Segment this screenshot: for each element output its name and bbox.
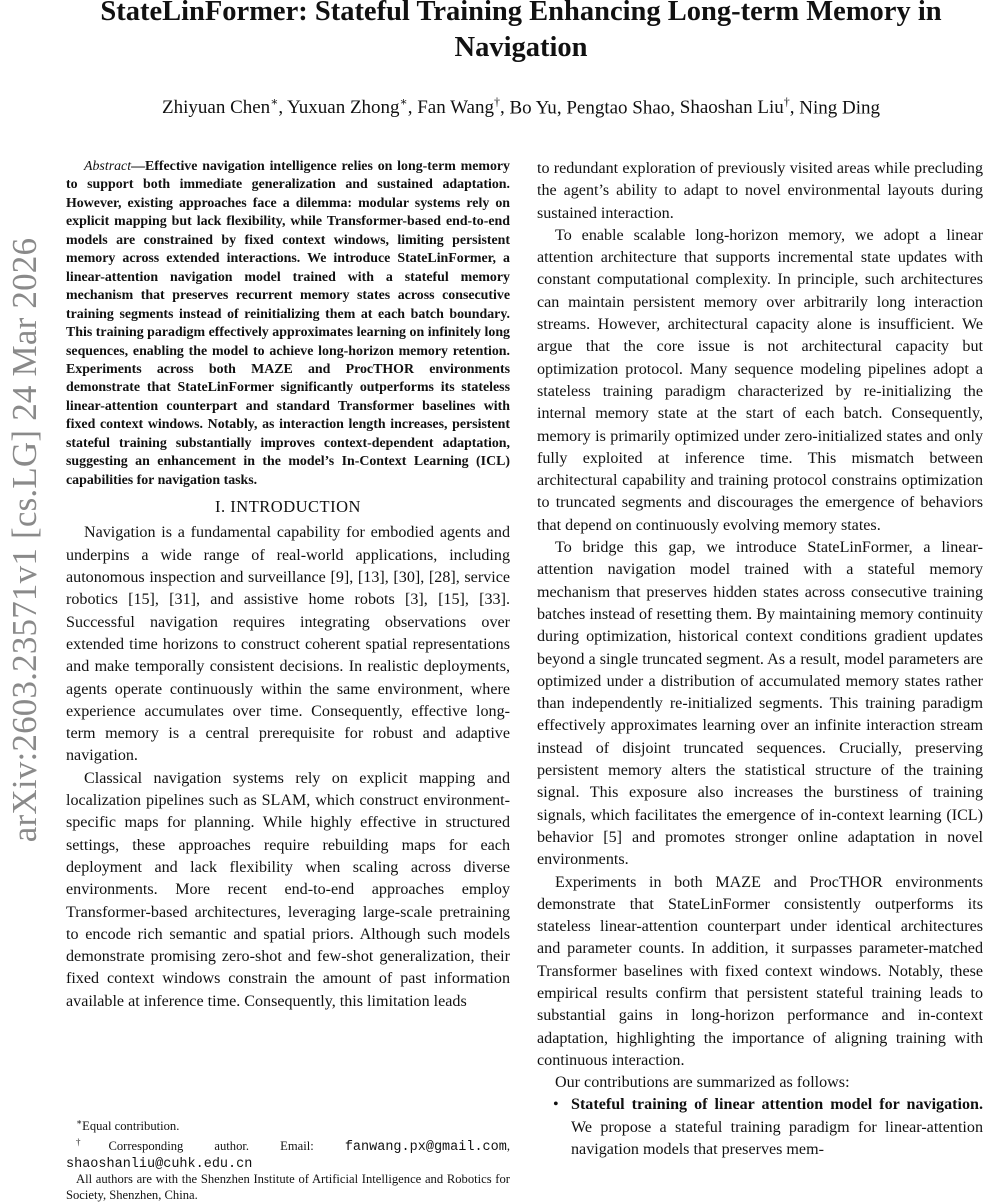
author: Fan Wang†, <box>417 95 510 119</box>
right-column <box>537 158 983 1161</box>
abstract-label: Abstract <box>84 159 132 174</box>
left-column <box>66 158 510 1013</box>
footnote-affiliation: All authors are with the Shenzhen Institute of Artificial Intelligence and Robotics for Society, Shenzhen, China. <box>66 1172 510 1202</box>
abstract: Abstract—Effective navigation intelligence relies on long-term memory to support both immediate generalization and sustained adaptation. However, existing approaches face a dilemma: modular systems rely on explicit mapping but lack flexibility, while Transformer-based end-to-end models are constrained by fixed context windows, limiting persistent memory across extended interactions. We introduce StateLinFormer, a linear-attention navigation model trained with a stateful memory mechanism that preserves recurrent memory states across consecutive training segments instead of reinitializing them at each batch boundary. This training paradigm effectively approximates learning on infinitely long sequences, enabling the model to achieve long-horizon memory retention. Experiments across both MAZE and ProcTHOR environments demonstrate that StateLinFormer significantly outperforms its stateless linear-attention counterpart and standard Transformer baselines with fixed context windows. Notably, as interaction length increases, persistent stateful training substantially improves context-dependent adaptation, suggesting an enhancement in the model’s In-Context Learning (ICL) capabilities for navigation tasks. <box>66 159 510 488</box>
contribution-list <box>537 1094 983 1161</box>
email-link[interactable]: shaoshanliu@cuhk.edu.cn <box>66 1156 253 1172</box>
author: Bo Yu, <box>509 97 567 119</box>
body-paragraph: To enable scalable long-horizon memory, we adopt a linear attention architecture that supports incremental state updates with constant computational complexity. In principle, such architectures can maintain persistent memory over arbitrarily long interaction streams. However, architectural capacity alone is insufficient. We argue that the core issue is not architectural capacity but optimization protocol. Many sequence modeling pipelines adopt a stateless training paradigm characterized by re-initializing the internal memory state at the start of each batch. Consequently, memory is primarily optimized under zero-initialized states and only fully exploited at inference time. This mismatch between architectural capability and training protocol constrains optimization to truncated segments and discourages the emergence of behaviors that depend on continuously evolving memory states. <box>537 226 983 534</box>
intro-paragraph: Classical navigation systems rely on explicit mapping and localization pipelines such as SLAM, which construct environment-specific maps for planning. While highly effective in structured settings, these approaches require rebuilding maps for each deployment and lack flexibility when scaling across diverse environments. More recent end-to-end approaches employ Transformer-based architectures, leveraging large-scale pretraining to encode rich semantic and spatial priors. Although such models demonstrate promising zero-shot and few-shot generalization, their fixed context windows constrain the amount of past information available at inference time. Consequently, this limitation leads <box>66 769 510 1010</box>
author: Yuxuan Zhong∗, <box>287 95 418 119</box>
footnotes <box>66 1115 510 1203</box>
abstract-text: Effective navigation intelligence relies on long-term memory to support both immediate generalization and sustained adaptation. However, existing approaches face a dilemma: modular systems rely on explicit mapping but lack flexibility, while Transformer-based end-to-end models are constrained by fixed context windows, limiting persistent memory across extended interactions. We introduce StateLinFormer, a linear-attention navigation model trained with a stateful memory mechanism that preserves recurrent memory states across consecutive training segments instead of reinitializing them at each batch boundary. This training paradigm effectively approximates learning on infinitely long sequences, enabling the model to achieve long-horizon memory retention. Experiments across both MAZE and ProcTHOR environments demonstrate that StateLinFormer significantly outperforms its stateless linear-attention counterpart and standard Transformer baselines with fixed context windows. Notably, as interaction length increases, persistent stateful training substantially improves context-dependent adaptation, suggesting an enhancement in the model’s In-Context Learning (ICL) capabilities for navigation tasks. <box>66 159 510 488</box>
author-list <box>60 95 982 119</box>
continued-paragraph: to redundant exploration of previously visited areas while precluding the agent’s ability to adapt to novel environmental layouts during sustained interaction. <box>537 160 983 222</box>
list-item: • Stateful training of linear attention model for navigation. We propose a stateful training paradigm for linear-attention navigation models that preserves mem- <box>553 1096 983 1159</box>
intro-paragraph: Navigation is a fundamental capability for embodied agents and underpins a wide range of real-world applications, including autonomous inspection and surveillance [9], [13], [30], [28], service robotics [15], [31], and assistive home robots [3], [15], [33]. Successful navigation requires integrating observations over extended time horizons to construct coherent spatial representations and make temporally consistent decisions. In realistic deployments, agents operate continuously within the same environment, where experience accumulates over time. Consequently, effective long-term memory is a central prerequisite for robust and adaptive navigation. <box>66 524 510 765</box>
body-paragraph: To bridge this gap, we introduce StateLinFormer, a linear-attention navigation model trained with a stateful memory mechanism that preserves hidden states across consecutive training batches instead of resetting them. By maintaining memory continuity during optimization, historical context conditions gradient updates beyond a single truncated segment. As a result, model parameters are optimized under a distribution of accumulated memory states rather than independently re-initialized segments. This training paradigm effectively approximates learning over an infinite interaction stream instead of disjoint truncated sequences. Crucially, preserving persistent memory alters the statistical structure of the training signal. This exposure also increases the burstiness of training signals, which facilitates the emergence of in-context learning (ICL) behavior [5] and promotes stronger online adaptation in novel environments. <box>537 539 983 869</box>
author: Shaoshan Liu†, <box>679 95 800 119</box>
body-paragraph: Our contributions are summarized as follows: <box>555 1074 850 1092</box>
author: Zhiyuan Chen∗, <box>162 95 288 119</box>
bullet-icon: • <box>553 1096 559 1114</box>
footnote-equal-contribution: ∗Equal contribution. <box>76 1117 180 1134</box>
paper-title: StateLinFormer: Stateful Training Enhancing Long-term Memory in Navigation <box>100 0 942 63</box>
author: Pengtao Shao, <box>566 97 680 119</box>
email-link[interactable]: fanwang.px@gmail.com <box>344 1139 507 1155</box>
footnote-corresponding: †Corresponding author. Email: fanwang.px@gmail.com, shaoshanliu@cuhk.edu.cn <box>66 1136 511 1172</box>
arxiv-identifier: arXiv:2603.23571v1 [cs.LG] 24 Mar 2026 <box>5 237 44 843</box>
body-paragraph: Experiments in both MAZE and ProcTHOR environments demonstrate that StateLinFormer consistently outperforms its stateless linear-attention counterpart under identical architectures and parameter counts. In addition, it surpasses parameter-matched Transformer baselines with fixed context windows. Notably, these empirical results confirm that persistent stateful training leads to substantial gains in long-horizon performance and in-context adaptation, highlighting the importance of aligning training with continuous interaction. <box>537 873 983 1069</box>
section-heading-introduction: I. INTRODUCTION <box>215 497 361 517</box>
author: Ning Ding <box>799 97 880 119</box>
